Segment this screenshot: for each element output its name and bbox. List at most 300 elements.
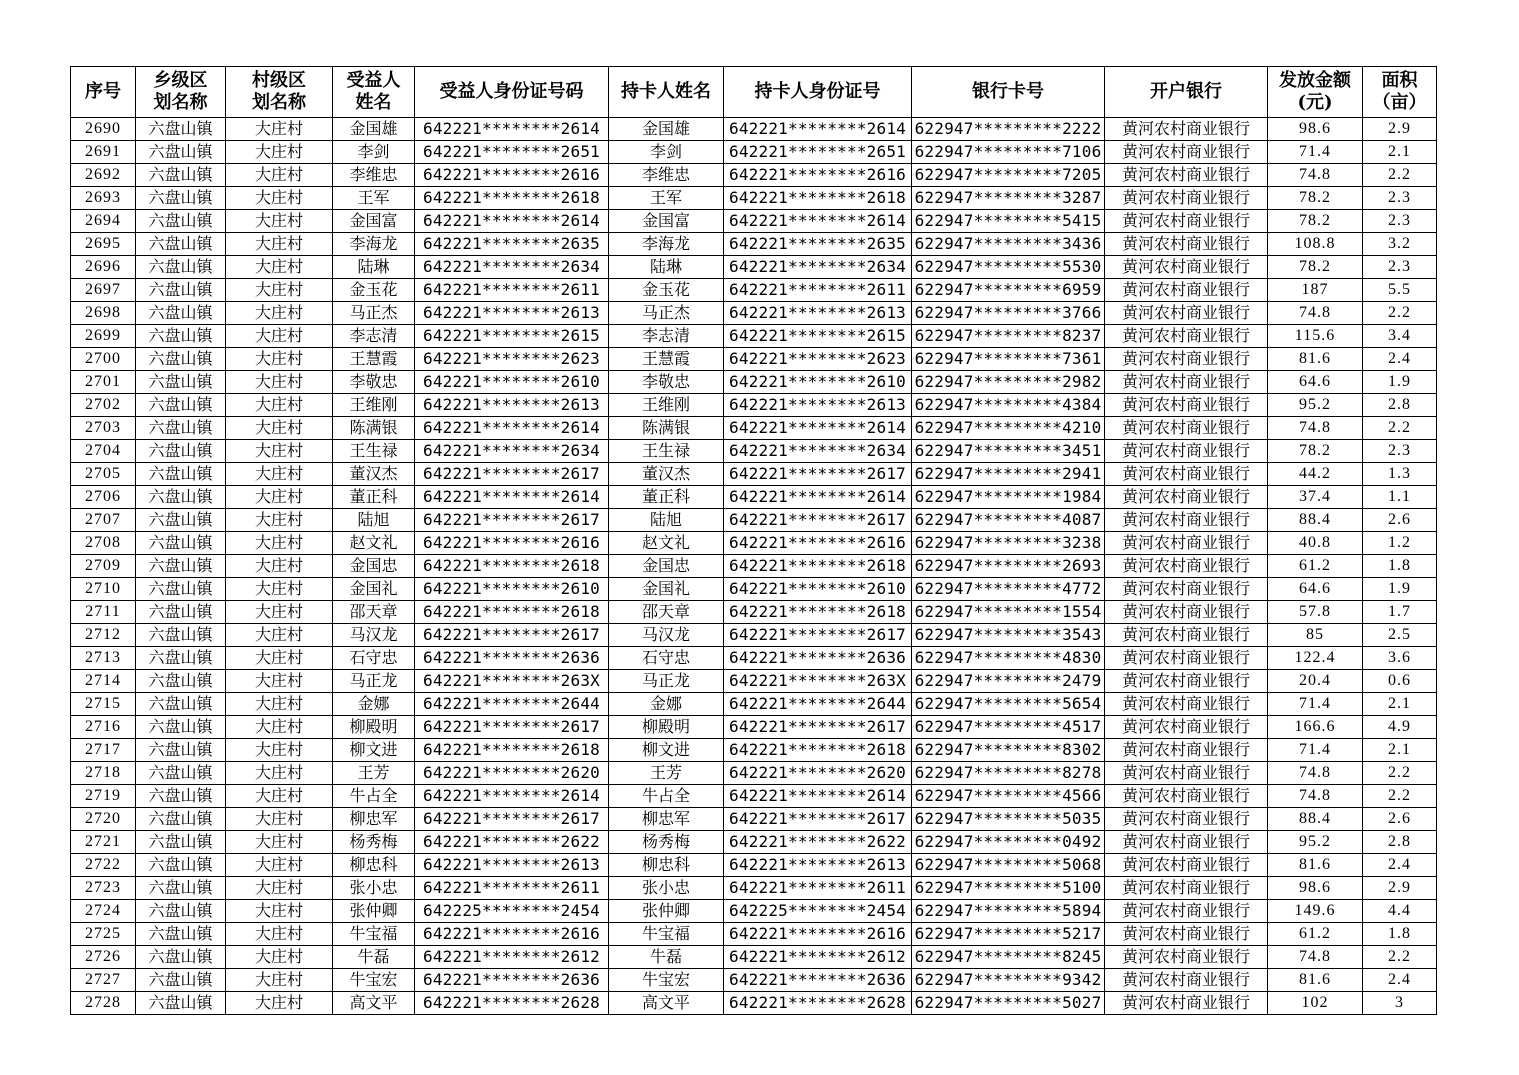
amount-cell: 74.8 — [1268, 417, 1363, 440]
beneficiary-name-cell: 陈满银 — [333, 417, 415, 440]
bank-cell: 黄河农村商业银行 — [1105, 854, 1268, 877]
bank-cell: 黄河农村商业银行 — [1105, 348, 1268, 371]
beneficiary-id-cell: 642221********2612 — [415, 946, 609, 969]
table-row — [71, 210, 1437, 233]
amount-cell: 74.8 — [1268, 302, 1363, 325]
col-header-area: 面积 （亩） — [1363, 67, 1437, 118]
cardholder-id-cell: 642221********2622 — [724, 831, 912, 854]
bank-cell: 黄河农村商业银行 — [1105, 555, 1268, 578]
beneficiary-name-cell: 王芳 — [333, 762, 415, 785]
table-row — [71, 233, 1437, 256]
bank-cell: 黄河农村商业银行 — [1105, 256, 1268, 279]
beneficiary-id-cell: 642221********2617 — [415, 509, 609, 532]
index-cell: 2726 — [71, 946, 136, 969]
township-cell: 六盘山镇 — [136, 693, 226, 716]
beneficiary-id-cell: 642221********2616 — [415, 164, 609, 187]
beneficiary-name-cell: 李志清 — [333, 325, 415, 348]
township-cell: 六盘山镇 — [136, 371, 226, 394]
village-cell: 大庄村 — [226, 739, 333, 762]
bank-cell: 黄河农村商业银行 — [1105, 923, 1268, 946]
cardholder-name-cell: 金国富 — [609, 210, 724, 233]
village-cell: 大庄村 — [226, 417, 333, 440]
index-cell: 2722 — [71, 854, 136, 877]
beneficiary-id-cell: 642221********2610 — [415, 371, 609, 394]
cardholder-id-cell: 642221********2613 — [724, 854, 912, 877]
cardholder-name-cell: 王慧霞 — [609, 348, 724, 371]
bank-card-cell: 622947*********4210 — [912, 417, 1105, 440]
amount-cell: 61.2 — [1268, 923, 1363, 946]
bank-card-cell: 622947*********5894 — [912, 900, 1105, 923]
township-cell: 六盘山镇 — [136, 440, 226, 463]
amount-cell: 78.2 — [1268, 440, 1363, 463]
bank-card-cell: 622947*********5100 — [912, 877, 1105, 900]
township-cell: 六盘山镇 — [136, 877, 226, 900]
index-cell: 2704 — [71, 440, 136, 463]
bank-card-cell: 622947*********5035 — [912, 808, 1105, 831]
village-cell: 大庄村 — [226, 440, 333, 463]
area-cell: 4.4 — [1363, 900, 1437, 923]
beneficiary-id-cell: 642221********2620 — [415, 762, 609, 785]
area-cell: 5.5 — [1363, 279, 1437, 302]
table-row — [71, 946, 1437, 969]
township-cell: 六盘山镇 — [136, 141, 226, 164]
table-row — [71, 279, 1437, 302]
area-cell: 2.3 — [1363, 187, 1437, 210]
cardholder-name-cell: 柳忠军 — [609, 808, 724, 831]
index-cell: 2705 — [71, 463, 136, 486]
area-cell: 2.3 — [1363, 440, 1437, 463]
table-row — [71, 463, 1437, 486]
table-row — [71, 256, 1437, 279]
area-cell: 1.1 — [1363, 486, 1437, 509]
beneficiary-id-cell: 642221********2636 — [415, 969, 609, 992]
township-cell: 六盘山镇 — [136, 624, 226, 647]
bank-card-cell: 622947*********4772 — [912, 578, 1105, 601]
cardholder-name-cell: 牛宝宏 — [609, 969, 724, 992]
amount-cell: 81.6 — [1268, 854, 1363, 877]
index-cell: 2723 — [71, 877, 136, 900]
beneficiary-name-cell: 张小忠 — [333, 877, 415, 900]
area-cell: 2.2 — [1363, 164, 1437, 187]
bank-cell: 黄河农村商业银行 — [1105, 739, 1268, 762]
beneficiary-name-cell: 邵天章 — [333, 601, 415, 624]
table-row — [71, 509, 1437, 532]
table-row — [71, 187, 1437, 210]
area-cell: 2.3 — [1363, 256, 1437, 279]
amount-cell: 115.6 — [1268, 325, 1363, 348]
amount-cell: 187 — [1268, 279, 1363, 302]
beneficiary-id-cell: 642221********2622 — [415, 831, 609, 854]
beneficiary-name-cell: 金国富 — [333, 210, 415, 233]
beneficiary-id-cell: 642221********2635 — [415, 233, 609, 256]
bank-card-cell: 622947*********3238 — [912, 532, 1105, 555]
beneficiary-id-cell: 642221********2614 — [415, 785, 609, 808]
area-cell: 4.9 — [1363, 716, 1437, 739]
bank-card-cell: 622947*********8278 — [912, 762, 1105, 785]
index-cell: 2718 — [71, 762, 136, 785]
beneficiary-id-cell: 642221********2617 — [415, 624, 609, 647]
amount-cell: 71.4 — [1268, 141, 1363, 164]
beneficiary-name-cell: 陆琳 — [333, 256, 415, 279]
area-cell: 2.4 — [1363, 969, 1437, 992]
table-row — [71, 785, 1437, 808]
bank-cell: 黄河农村商业银行 — [1105, 509, 1268, 532]
village-cell: 大庄村 — [226, 509, 333, 532]
township-cell: 六盘山镇 — [136, 348, 226, 371]
cardholder-name-cell: 李维忠 — [609, 164, 724, 187]
cardholder-id-cell: 642221********2612 — [724, 946, 912, 969]
bank-card-cell: 622947*********4517 — [912, 716, 1105, 739]
area-cell: 2.6 — [1363, 509, 1437, 532]
village-cell: 大庄村 — [226, 486, 333, 509]
index-cell: 2721 — [71, 831, 136, 854]
col-header-amount: 发放金额 (元) — [1268, 67, 1363, 118]
beneficiary-id-cell: 642221********2634 — [415, 440, 609, 463]
amount-cell: 64.6 — [1268, 578, 1363, 601]
township-cell: 六盘山镇 — [136, 992, 226, 1015]
index-cell: 2701 — [71, 371, 136, 394]
beneficiary-name-cell: 牛磊 — [333, 946, 415, 969]
cardholder-name-cell: 董正科 — [609, 486, 724, 509]
township-cell: 六盘山镇 — [136, 647, 226, 670]
bank-card-cell: 622947*********8237 — [912, 325, 1105, 348]
bank-card-cell: 622947*********3543 — [912, 624, 1105, 647]
table-row — [71, 647, 1437, 670]
cardholder-name-cell: 马正龙 — [609, 670, 724, 693]
beneficiary-id-cell: 642221********2613 — [415, 394, 609, 417]
beneficiary-name-cell: 金国忠 — [333, 555, 415, 578]
index-cell: 2711 — [71, 601, 136, 624]
amount-cell: 74.8 — [1268, 785, 1363, 808]
bank-card-cell: 622947*********5415 — [912, 210, 1105, 233]
cardholder-id-cell: 642221********2617 — [724, 716, 912, 739]
bank-card-cell: 622947*********4087 — [912, 509, 1105, 532]
bank-cell: 黄河农村商业银行 — [1105, 716, 1268, 739]
bank-cell: 黄河农村商业银行 — [1105, 141, 1268, 164]
village-cell: 大庄村 — [226, 716, 333, 739]
area-cell: 1.8 — [1363, 923, 1437, 946]
area-cell: 2.1 — [1363, 739, 1437, 762]
beneficiary-name-cell: 陆旭 — [333, 509, 415, 532]
cardholder-name-cell: 柳忠科 — [609, 854, 724, 877]
area-cell: 2.9 — [1363, 877, 1437, 900]
area-cell: 2.2 — [1363, 785, 1437, 808]
cardholder-id-cell: 642221********2611 — [724, 279, 912, 302]
beneficiary-name-cell: 马汉龙 — [333, 624, 415, 647]
header-row — [71, 67, 1437, 118]
bank-cell: 黄河农村商业银行 — [1105, 624, 1268, 647]
amount-cell: 88.4 — [1268, 808, 1363, 831]
village-cell: 大庄村 — [226, 118, 333, 141]
amount-cell: 74.8 — [1268, 164, 1363, 187]
cardholder-id-cell: 642221********2617 — [724, 624, 912, 647]
cardholder-id-cell: 642221********2613 — [724, 302, 912, 325]
amount-cell: 78.2 — [1268, 187, 1363, 210]
village-cell: 大庄村 — [226, 210, 333, 233]
table-row — [71, 302, 1437, 325]
table-body — [71, 118, 1437, 1015]
index-cell: 2710 — [71, 578, 136, 601]
index-cell: 2703 — [71, 417, 136, 440]
cardholder-name-cell: 牛磊 — [609, 946, 724, 969]
beneficiary-id-cell: 642221********2628 — [415, 992, 609, 1015]
bank-card-cell: 622947*********5654 — [912, 693, 1105, 716]
table-row — [71, 693, 1437, 716]
area-cell: 2.4 — [1363, 854, 1437, 877]
beneficiary-name-cell: 李海龙 — [333, 233, 415, 256]
beneficiary-id-cell: 642221********2617 — [415, 463, 609, 486]
index-cell: 2690 — [71, 118, 136, 141]
beneficiary-name-cell: 李剑 — [333, 141, 415, 164]
township-cell: 六盘山镇 — [136, 233, 226, 256]
index-cell: 2728 — [71, 992, 136, 1015]
area-cell: 1.7 — [1363, 601, 1437, 624]
bank-card-cell: 622947*********0492 — [912, 831, 1105, 854]
bank-cell: 黄河农村商业银行 — [1105, 946, 1268, 969]
cardholder-id-cell: 642221********2634 — [724, 256, 912, 279]
beneficiary-name-cell: 李敬忠 — [333, 371, 415, 394]
cardholder-id-cell: 642221********2620 — [724, 762, 912, 785]
cardholder-id-cell: 642221********2614 — [724, 417, 912, 440]
amount-cell: 71.4 — [1268, 693, 1363, 716]
beneficiary-name-cell: 张仲卿 — [333, 900, 415, 923]
beneficiary-name-cell: 王生禄 — [333, 440, 415, 463]
beneficiary-name-cell: 王军 — [333, 187, 415, 210]
township-cell: 六盘山镇 — [136, 256, 226, 279]
area-cell: 3.4 — [1363, 325, 1437, 348]
table-row — [71, 877, 1437, 900]
cardholder-name-cell: 金玉花 — [609, 279, 724, 302]
table-row — [71, 923, 1437, 946]
amount-cell: 57.8 — [1268, 601, 1363, 624]
beneficiary-id-cell: 642221********2614 — [415, 486, 609, 509]
index-cell: 2717 — [71, 739, 136, 762]
cardholder-id-cell: 642221********2651 — [724, 141, 912, 164]
col-header-index: 序号 — [71, 67, 136, 118]
index-cell: 2700 — [71, 348, 136, 371]
cardholder-name-cell: 邵天章 — [609, 601, 724, 624]
village-cell: 大庄村 — [226, 693, 333, 716]
bank-cell: 黄河农村商业银行 — [1105, 394, 1268, 417]
bank-card-cell: 622947*********5530 — [912, 256, 1105, 279]
area-cell: 3 — [1363, 992, 1437, 1015]
area-cell: 2.5 — [1363, 624, 1437, 647]
table-row — [71, 854, 1437, 877]
col-header-cardholder-name: 持卡人姓名 — [609, 67, 724, 118]
index-cell: 2696 — [71, 256, 136, 279]
index-cell: 2692 — [71, 164, 136, 187]
village-cell: 大庄村 — [226, 164, 333, 187]
area-cell: 1.3 — [1363, 463, 1437, 486]
beneficiary-id-cell: 642221********2617 — [415, 808, 609, 831]
township-cell: 六盘山镇 — [136, 187, 226, 210]
cardholder-name-cell: 李志清 — [609, 325, 724, 348]
index-cell: 2707 — [71, 509, 136, 532]
bank-cell: 黄河农村商业银行 — [1105, 992, 1268, 1015]
amount-cell: 81.6 — [1268, 969, 1363, 992]
amount-cell: 85 — [1268, 624, 1363, 647]
beneficiary-name-cell: 赵文礼 — [333, 532, 415, 555]
village-cell: 大庄村 — [226, 992, 333, 1015]
beneficiary-id-cell: 642221********2618 — [415, 601, 609, 624]
cardholder-name-cell: 李海龙 — [609, 233, 724, 256]
bank-cell: 黄河农村商业银行 — [1105, 440, 1268, 463]
township-cell: 六盘山镇 — [136, 670, 226, 693]
village-cell: 大庄村 — [226, 601, 333, 624]
cardholder-id-cell: 642221********2628 — [724, 992, 912, 1015]
cardholder-id-cell: 642221********2618 — [724, 739, 912, 762]
index-cell: 2712 — [71, 624, 136, 647]
cardholder-name-cell: 张小忠 — [609, 877, 724, 900]
township-cell: 六盘山镇 — [136, 279, 226, 302]
beneficiary-id-cell: 642221********2615 — [415, 325, 609, 348]
beneficiary-id-cell: 642221********2618 — [415, 739, 609, 762]
table-row — [71, 118, 1437, 141]
col-header-cardholder-id: 持卡人身份证号 — [724, 67, 912, 118]
beneficiary-name-cell: 马正龙 — [333, 670, 415, 693]
bank-card-cell: 622947*********3766 — [912, 302, 1105, 325]
bank-card-cell: 622947*********7106 — [912, 141, 1105, 164]
table-row — [71, 578, 1437, 601]
beneficiary-name-cell: 马正杰 — [333, 302, 415, 325]
beneficiary-name-cell: 杨秀梅 — [333, 831, 415, 854]
village-cell: 大庄村 — [226, 394, 333, 417]
amount-cell: 98.6 — [1268, 877, 1363, 900]
cardholder-id-cell: 642221********263X — [724, 670, 912, 693]
index-cell: 2698 — [71, 302, 136, 325]
bank-cell: 黄河农村商业银行 — [1105, 187, 1268, 210]
table-row — [71, 969, 1437, 992]
amount-cell: 95.2 — [1268, 394, 1363, 417]
beneficiary-id-cell: 642221********2614 — [415, 118, 609, 141]
index-cell: 2714 — [71, 670, 136, 693]
village-cell: 大庄村 — [226, 923, 333, 946]
area-cell: 2.6 — [1363, 808, 1437, 831]
beneficiary-id-cell: 642221********2636 — [415, 647, 609, 670]
cardholder-id-cell: 642221********2618 — [724, 555, 912, 578]
cardholder-name-cell: 柳文进 — [609, 739, 724, 762]
table-row — [71, 532, 1437, 555]
cardholder-name-cell: 赵文礼 — [609, 532, 724, 555]
table-row — [71, 992, 1437, 1015]
bank-card-cell: 622947*********4384 — [912, 394, 1105, 417]
cardholder-name-cell: 金国礼 — [609, 578, 724, 601]
amount-cell: 74.8 — [1268, 946, 1363, 969]
area-cell: 1.2 — [1363, 532, 1437, 555]
beneficiary-id-cell: 642221********2618 — [415, 555, 609, 578]
area-cell: 2.9 — [1363, 118, 1437, 141]
bank-card-cell: 622947*********8245 — [912, 946, 1105, 969]
index-cell: 2716 — [71, 716, 136, 739]
table-row — [71, 762, 1437, 785]
village-cell: 大庄村 — [226, 900, 333, 923]
township-cell: 六盘山镇 — [136, 210, 226, 233]
village-cell: 大庄村 — [226, 578, 333, 601]
amount-cell: 61.2 — [1268, 555, 1363, 578]
amount-cell: 74.8 — [1268, 762, 1363, 785]
amount-cell: 166.6 — [1268, 716, 1363, 739]
amount-cell: 78.2 — [1268, 210, 1363, 233]
township-cell: 六盘山镇 — [136, 900, 226, 923]
beneficiary-id-cell: 642221********2634 — [415, 256, 609, 279]
village-cell: 大庄村 — [226, 762, 333, 785]
cardholder-id-cell: 642221********2617 — [724, 463, 912, 486]
township-cell: 六盘山镇 — [136, 417, 226, 440]
bank-card-cell: 622947*********1554 — [912, 601, 1105, 624]
cardholder-id-cell: 642221********2616 — [724, 532, 912, 555]
village-cell: 大庄村 — [226, 877, 333, 900]
area-cell: 2.2 — [1363, 762, 1437, 785]
township-cell: 六盘山镇 — [136, 578, 226, 601]
bank-card-cell: 622947*********4830 — [912, 647, 1105, 670]
table-row — [71, 141, 1437, 164]
index-cell: 2713 — [71, 647, 136, 670]
village-cell: 大庄村 — [226, 670, 333, 693]
bank-card-cell: 622947*********7205 — [912, 164, 1105, 187]
cardholder-id-cell: 642221********2617 — [724, 808, 912, 831]
bank-card-cell: 622947*********5217 — [912, 923, 1105, 946]
table-row — [71, 440, 1437, 463]
cardholder-name-cell: 金国忠 — [609, 555, 724, 578]
village-cell: 大庄村 — [226, 555, 333, 578]
cardholder-name-cell: 金国雄 — [609, 118, 724, 141]
cardholder-name-cell: 牛宝福 — [609, 923, 724, 946]
area-cell: 2.4 — [1363, 348, 1437, 371]
cardholder-id-cell: 642221********2636 — [724, 647, 912, 670]
beneficiary-id-cell: 642221********2623 — [415, 348, 609, 371]
township-cell: 六盘山镇 — [136, 118, 226, 141]
amount-cell: 95.2 — [1268, 831, 1363, 854]
beneficiary-id-cell: 642221********2611 — [415, 279, 609, 302]
amount-cell: 98.6 — [1268, 118, 1363, 141]
amount-cell: 149.6 — [1268, 900, 1363, 923]
table-row — [71, 601, 1437, 624]
col-header-township: 乡级区 划名称 — [136, 67, 226, 118]
village-cell: 大庄村 — [226, 854, 333, 877]
cardholder-name-cell: 李剑 — [609, 141, 724, 164]
beneficiary-id-cell: 642221********2644 — [415, 693, 609, 716]
area-cell: 2.1 — [1363, 141, 1437, 164]
table-row — [71, 670, 1437, 693]
bank-cell: 黄河农村商业银行 — [1105, 463, 1268, 486]
bank-card-cell: 622947*********9342 — [912, 969, 1105, 992]
bank-card-cell: 622947*********4566 — [912, 785, 1105, 808]
cardholder-id-cell: 642221********2635 — [724, 233, 912, 256]
bank-card-cell: 622947*********2693 — [912, 555, 1105, 578]
beneficiary-name-cell: 金国礼 — [333, 578, 415, 601]
amount-cell: 88.4 — [1268, 509, 1363, 532]
beneficiary-name-cell: 王维刚 — [333, 394, 415, 417]
township-cell: 六盘山镇 — [136, 164, 226, 187]
cardholder-name-cell: 王维刚 — [609, 394, 724, 417]
village-cell: 大庄村 — [226, 785, 333, 808]
cardholder-id-cell: 642221********2618 — [724, 187, 912, 210]
township-cell: 六盘山镇 — [136, 463, 226, 486]
bank-card-cell: 622947*********2222 — [912, 118, 1105, 141]
cardholder-id-cell: 642221********2634 — [724, 440, 912, 463]
township-cell: 六盘山镇 — [136, 325, 226, 348]
index-cell: 2691 — [71, 141, 136, 164]
cardholder-name-cell: 王芳 — [609, 762, 724, 785]
amount-cell: 108.8 — [1268, 233, 1363, 256]
index-cell: 2706 — [71, 486, 136, 509]
township-cell: 六盘山镇 — [136, 969, 226, 992]
bank-card-cell: 622947*********5068 — [912, 854, 1105, 877]
index-cell: 2725 — [71, 923, 136, 946]
township-cell: 六盘山镇 — [136, 739, 226, 762]
village-cell: 大庄村 — [226, 233, 333, 256]
beneficiary-id-cell: 642221********2613 — [415, 854, 609, 877]
